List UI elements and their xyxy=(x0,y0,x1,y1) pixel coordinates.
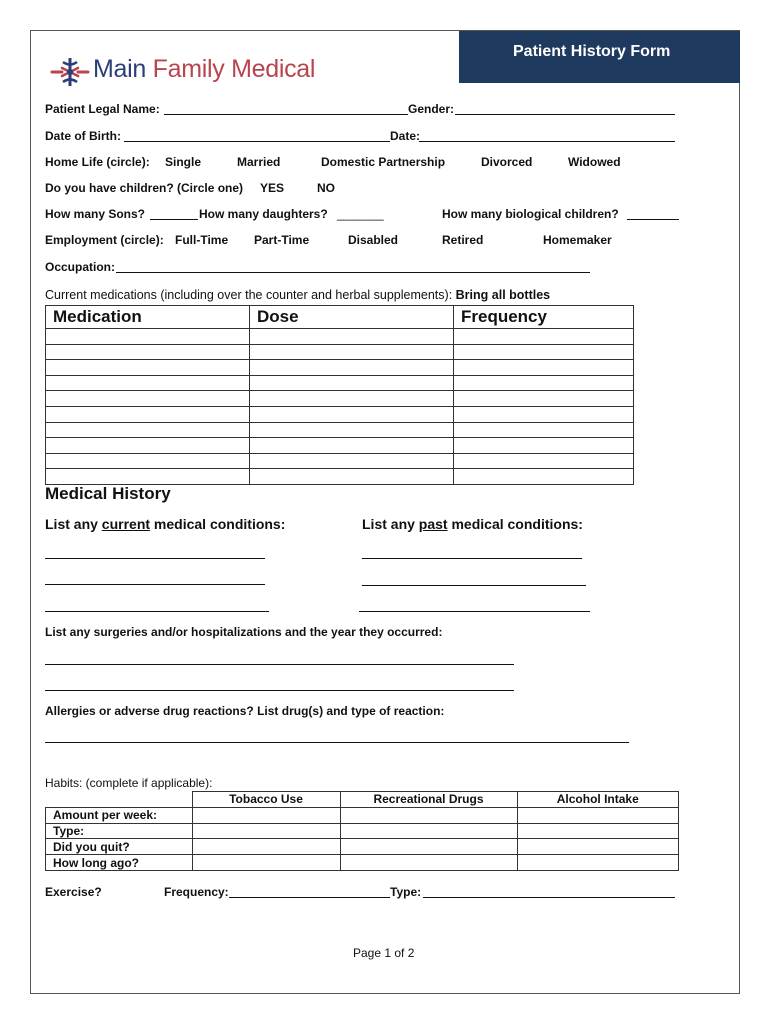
bio-children-label: How many biological children? xyxy=(442,207,619,221)
surgeries-line-2[interactable] xyxy=(45,690,514,691)
alcohol-column-header: Alcohol Intake xyxy=(517,792,679,808)
frequency-column-header: Frequency xyxy=(454,306,634,329)
habits-row-label: Amount per week: xyxy=(46,807,193,823)
exercise-type-field[interactable] xyxy=(423,897,675,898)
medication-cell[interactable] xyxy=(46,422,250,438)
employment-option-homemaker[interactable]: Homemaker xyxy=(543,233,612,247)
employment-option-full-time[interactable]: Full-Time xyxy=(175,233,229,247)
dob-field[interactable] xyxy=(124,141,390,142)
medication-cell[interactable] xyxy=(46,360,250,376)
past-conditions-label xyxy=(362,516,583,532)
employment-label: Employment (circle): xyxy=(45,233,164,247)
past-condition-line-1[interactable] xyxy=(362,558,582,559)
gender-field[interactable] xyxy=(455,114,675,115)
medication-cell[interactable] xyxy=(46,453,250,469)
home-life-option-married[interactable]: Married xyxy=(237,155,281,169)
form-title-banner xyxy=(459,31,740,83)
medical-history-heading: Medical History xyxy=(45,484,171,503)
dose-cell[interactable] xyxy=(250,329,454,345)
medications-intro-bold: Bring all bottles xyxy=(455,288,551,302)
surgeries-line-1[interactable] xyxy=(45,664,514,665)
habits-row xyxy=(46,855,679,871)
exercise-type-label: Type: xyxy=(390,885,422,899)
home-life-option-single[interactable]: Single xyxy=(165,155,202,169)
medication-cell[interactable] xyxy=(46,344,250,360)
logo-main-text: Main xyxy=(93,55,146,83)
frequency-cell[interactable] xyxy=(454,375,634,391)
frequency-cell[interactable] xyxy=(454,438,634,454)
dose-cell[interactable] xyxy=(250,344,454,360)
frequency-cell[interactable] xyxy=(454,422,634,438)
frequency-cell[interactable] xyxy=(454,329,634,345)
caduceus-cross-icon xyxy=(50,56,90,88)
bio-children-field[interactable] xyxy=(627,219,679,220)
children-option-yes[interactable]: YES xyxy=(260,181,285,195)
dose-cell[interactable] xyxy=(250,438,454,454)
medication-row xyxy=(46,375,634,391)
home-life-option-divorced[interactable]: Divorced xyxy=(481,155,533,169)
dose-cell[interactable] xyxy=(250,453,454,469)
past-conditions-suffix: medical conditions: xyxy=(447,516,583,532)
medication-cell[interactable] xyxy=(46,438,250,454)
dose-column-header: Dose xyxy=(250,306,454,329)
medication-row xyxy=(46,406,634,422)
home-life-label: Home Life (circle): xyxy=(45,155,150,169)
frequency-cell[interactable] xyxy=(454,360,634,376)
habits-row-label: Did you quit? xyxy=(46,839,193,855)
medication-row xyxy=(46,360,634,376)
daughters-label: How many daughters? xyxy=(199,207,328,221)
employment-option-retired[interactable]: Retired xyxy=(442,233,484,247)
date-field[interactable] xyxy=(419,141,675,142)
medication-row xyxy=(46,453,634,469)
occupation-field[interactable] xyxy=(116,272,590,273)
frequency-cell[interactable] xyxy=(454,391,634,407)
recreational-drugs-cell[interactable] xyxy=(340,807,517,823)
tobacco-cell[interactable] xyxy=(192,823,340,839)
medication-row xyxy=(46,438,634,454)
habits-table-body xyxy=(46,807,679,870)
current-condition-line-2[interactable] xyxy=(45,584,265,585)
logo-wordmark xyxy=(93,55,315,84)
tobacco-column-header: Tobacco Use xyxy=(192,792,340,808)
date-label: Date: xyxy=(390,129,421,143)
medications-table xyxy=(45,305,634,485)
current-condition-line-3[interactable] xyxy=(45,611,269,612)
past-condition-line-2[interactable] xyxy=(362,585,586,586)
allergies-line[interactable] xyxy=(45,742,629,743)
occupation-label: Occupation: xyxy=(45,260,116,274)
employment-option-part-time[interactable]: Part-Time xyxy=(254,233,310,247)
home-life-option-domestic-partnership[interactable]: Domestic Partnership xyxy=(321,155,446,169)
frequency-cell[interactable] xyxy=(454,469,634,485)
current-conditions-keyword: current xyxy=(101,516,151,532)
recreational-drugs-cell[interactable] xyxy=(340,823,517,839)
exercise-frequency-label: Frequency: xyxy=(164,885,229,899)
dose-cell[interactable] xyxy=(250,391,454,407)
recreational-drugs-column-header: Recreational Drugs xyxy=(340,792,517,808)
dose-cell[interactable] xyxy=(250,375,454,391)
habits-row-label: Type: xyxy=(46,823,193,839)
medication-cell[interactable] xyxy=(46,406,250,422)
current-conditions-label xyxy=(45,516,285,532)
exercise-label: Exercise? xyxy=(45,885,102,899)
recreational-drugs-cell[interactable] xyxy=(340,839,517,855)
sons-field[interactable] xyxy=(150,219,198,220)
current-conditions-suffix: medical conditions: xyxy=(150,516,286,532)
medication-row xyxy=(46,329,634,345)
legal-name-label: Patient Legal Name: xyxy=(45,102,160,116)
medications-intro-text: Current medications (including over the counter and herbal supplements): xyxy=(45,288,453,302)
gender-label: Gender: xyxy=(408,102,455,116)
past-conditions-keyword: past xyxy=(418,516,448,532)
medications-table-body xyxy=(46,329,634,485)
home-life-option-widowed[interactable]: Widowed xyxy=(568,155,621,169)
daughters-field[interactable]: _______ xyxy=(337,207,384,221)
habits-row xyxy=(46,823,679,839)
dose-cell[interactable] xyxy=(250,422,454,438)
dose-cell[interactable] xyxy=(250,469,454,485)
allergies-label: Allergies or adverse drug reactions? List drug(s) and type of reaction: xyxy=(45,704,445,718)
dob-label: Date of Birth: xyxy=(45,129,121,143)
frequency-cell[interactable] xyxy=(454,453,634,469)
form-title: Patient History Form xyxy=(513,43,671,60)
sons-label: How many Sons? xyxy=(45,207,146,221)
surgeries-label: List any surgeries and/or hospitalizations and the year they occurred: xyxy=(45,625,443,639)
habits-row xyxy=(46,839,679,855)
tobacco-cell[interactable] xyxy=(192,855,340,871)
habits-corner-cell xyxy=(46,792,193,808)
habits-intro: Habits: (complete if applicable): xyxy=(45,776,213,790)
alcohol-cell[interactable] xyxy=(517,855,679,871)
page-number: Page 1 of 2 xyxy=(353,946,415,960)
medication-column-header: Medication xyxy=(46,306,250,329)
frequency-cell[interactable] xyxy=(454,406,634,422)
frequency-cell[interactable] xyxy=(454,344,634,360)
medication-row xyxy=(46,344,634,360)
habits-row-label: How long ago? xyxy=(46,855,193,871)
dose-cell[interactable] xyxy=(250,406,454,422)
alcohol-cell[interactable] xyxy=(517,839,679,855)
legal-name-field[interactable] xyxy=(164,114,408,115)
past-conditions-prefix: List any xyxy=(362,516,419,532)
children-label: Do you have children? (Circle one) xyxy=(45,181,244,195)
tobacco-cell[interactable] xyxy=(192,839,340,855)
medications-intro xyxy=(45,288,550,302)
logo-family-text: Family Medical xyxy=(152,55,316,83)
employment-option-disabled[interactable]: Disabled xyxy=(348,233,399,247)
medication-cell[interactable] xyxy=(46,329,250,345)
medication-row xyxy=(46,422,634,438)
medication-cell[interactable] xyxy=(46,375,250,391)
children-option-no[interactable]: NO xyxy=(317,181,335,195)
medication-row xyxy=(46,469,634,485)
alcohol-cell[interactable] xyxy=(517,807,679,823)
recreational-drugs-cell[interactable] xyxy=(340,855,517,871)
alcohol-cell[interactable] xyxy=(517,823,679,839)
medication-cell[interactable] xyxy=(46,391,250,407)
medication-row xyxy=(46,391,634,407)
medication-cell[interactable] xyxy=(46,469,250,485)
current-condition-line-1[interactable] xyxy=(45,558,265,559)
habits-row xyxy=(46,807,679,823)
exercise-frequency-field[interactable] xyxy=(229,897,390,898)
habits-table xyxy=(45,791,679,871)
dose-cell[interactable] xyxy=(250,360,454,376)
tobacco-cell[interactable] xyxy=(192,807,340,823)
current-conditions-prefix: List any xyxy=(45,516,102,532)
past-condition-line-3[interactable] xyxy=(359,611,590,612)
